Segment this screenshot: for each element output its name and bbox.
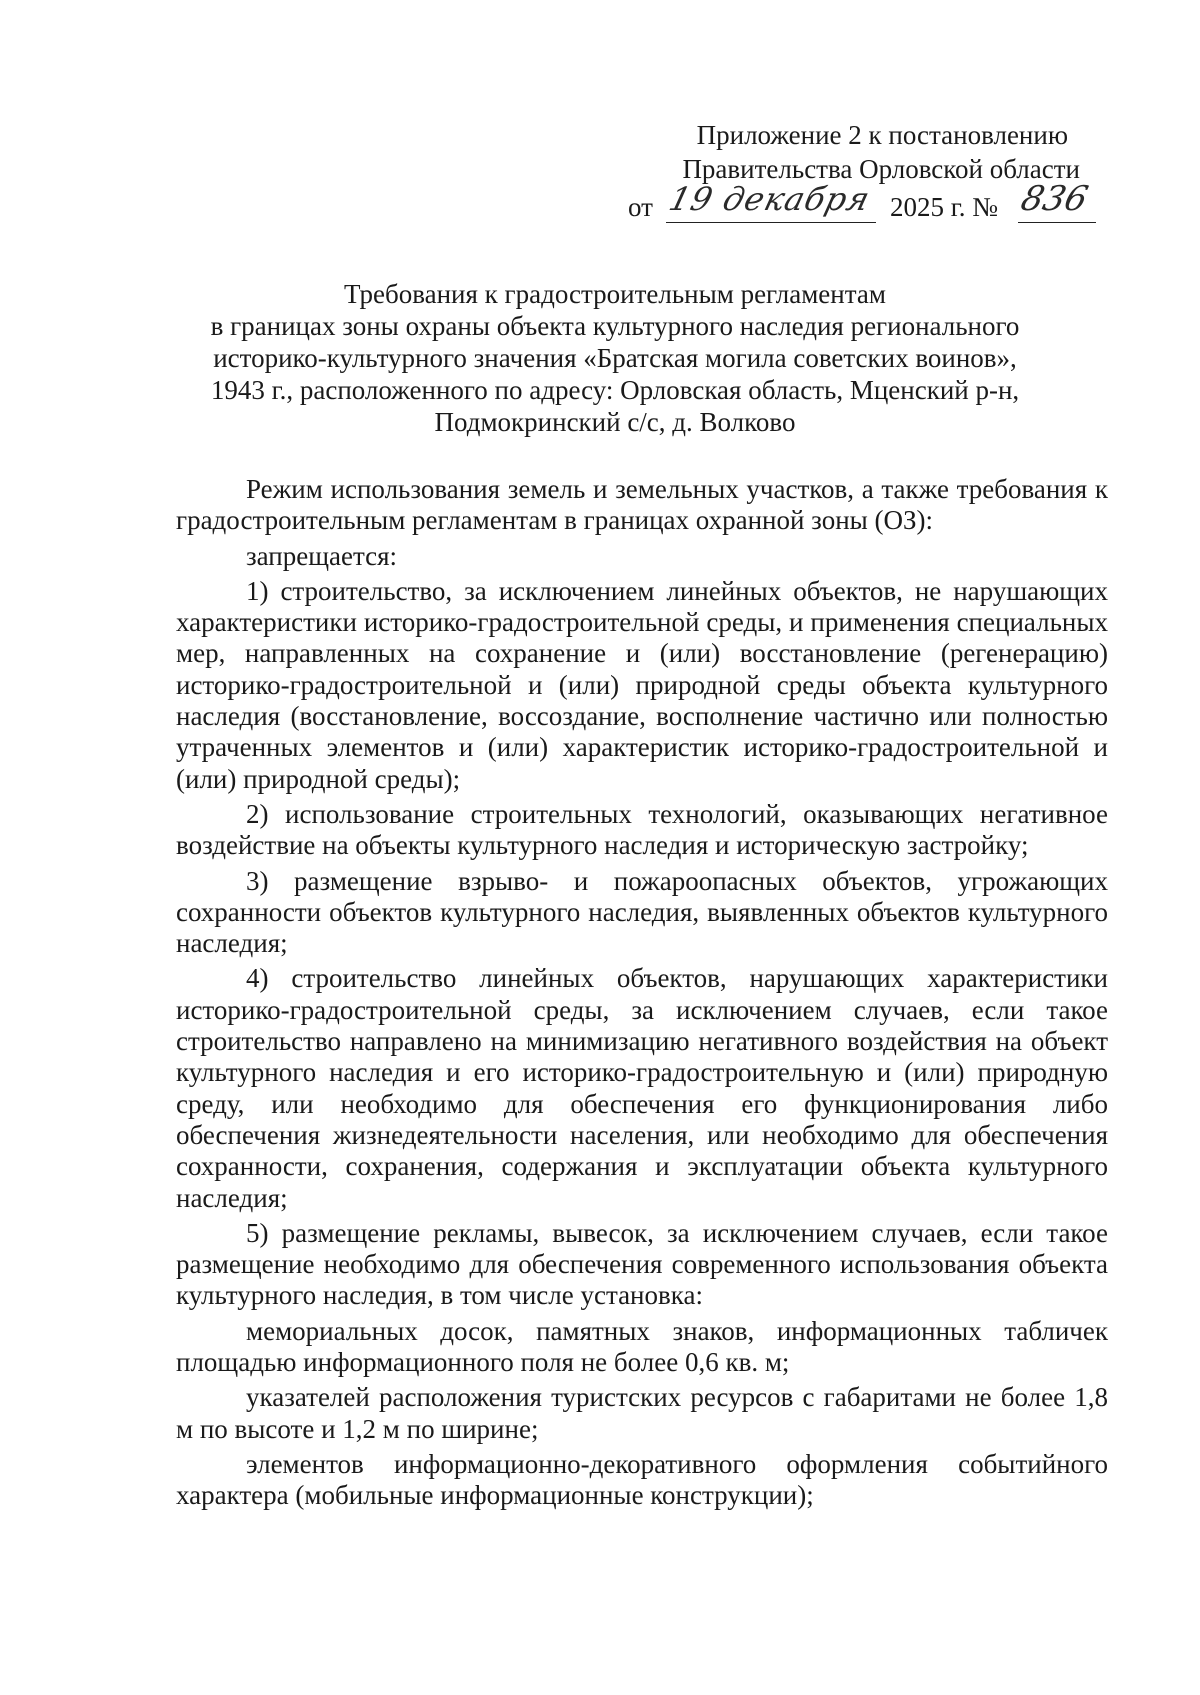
list-item-3: 3) размещение взрыво- и пожароопасных объектов, угрожающих сохранности объектов культурного наследия, выявленных объектов культурного наследия; (176, 865, 1108, 959)
year-number-label: 2025 г. № (890, 192, 999, 222)
title-line: историко-культурного значения «Братская могила советских воинов», (213, 343, 1017, 373)
list-item-4: 4) строительство линейных объектов, нарушающих характеристики историко-градостроительной среды, за исключением случаев, если такое строительство направлено на минимизацию негативного воздействия на объект культурного наследия и его историко-градостроительную и (или) природную среду, или необходимо для обеспечения его функционирования либо обеспечения жизнедеятельности населения, или необходимо для обеспечения сохранности, сохранения, содержания и эксплуатации объекта культурного наследия; (176, 963, 1108, 1213)
list-item-2: 2) использование строительных технологий, оказывающих негативное воздействие на объекты культурного наследия и историческую застройку; (176, 798, 1108, 861)
document-body (176, 474, 1108, 1516)
prohibited-label: запрещается: (246, 540, 398, 571)
handwritten-number: 836 (1017, 179, 1092, 219)
date-from-label: от (628, 192, 653, 222)
list-item-1: 1) строительство, за исключением линейных объектов, не нарушающих характеристики историко-градостроительной среды, и применения специальных мер, направленных на сохранение и (или) восстановление (регенерацию) историко-градостроительной и (или) природной среды объекта культурного наследия (восстановление, воссоздание, восполнение частично или полностью утраченных элементов и (или) характеристик историко-градостроительной и (или) природной среды); (176, 575, 1108, 794)
annex-line-2: Правительства Орловской области (682, 154, 1080, 184)
annex-date-line (600, 179, 1092, 228)
sub-item-decor: элементов информационно-декоративного оформления событийного характера (мобильные информационные конструкции); (176, 1448, 1108, 1511)
document-title (140, 278, 1090, 438)
sub-item-plaques: мемориальных досок, памятных знаков, информационных табличек площадью информационного поля не более 0,6 кв. м; (176, 1315, 1108, 1378)
sub-item-signs: указателей расположения туристских ресурсов с габаритами не более 1,8 м по высоте и 1,2 м по ширине; (176, 1382, 1108, 1444)
annex-line-1: Приложение 2 к постановлению (696, 120, 1068, 150)
list-item-5: 5) размещение рекламы, вывесок, за исключением случаев, если такое размещение необходимо для обеспечения современного использования объекта культурного наследия, в том числе установка: (176, 1217, 1108, 1311)
title-line: Требования к градостроительным регламентам (344, 279, 886, 309)
title-line: 1943 г., расположенного по адресу: Орловская область, Мценский р-н, (210, 375, 1020, 405)
title-line: в границах зоны охраны объекта культурного наследия регионального (210, 311, 1020, 341)
intro-paragraph: Режим использования земель и земельных участков, а также требования к градостроительным регламентам в границах охранной зоны (ОЗ): (176, 474, 1108, 536)
annex-header (600, 118, 1092, 228)
handwritten-date: 19 декабря (665, 180, 875, 218)
title-line: Подмокринский с/с, д. Волково (434, 407, 796, 437)
